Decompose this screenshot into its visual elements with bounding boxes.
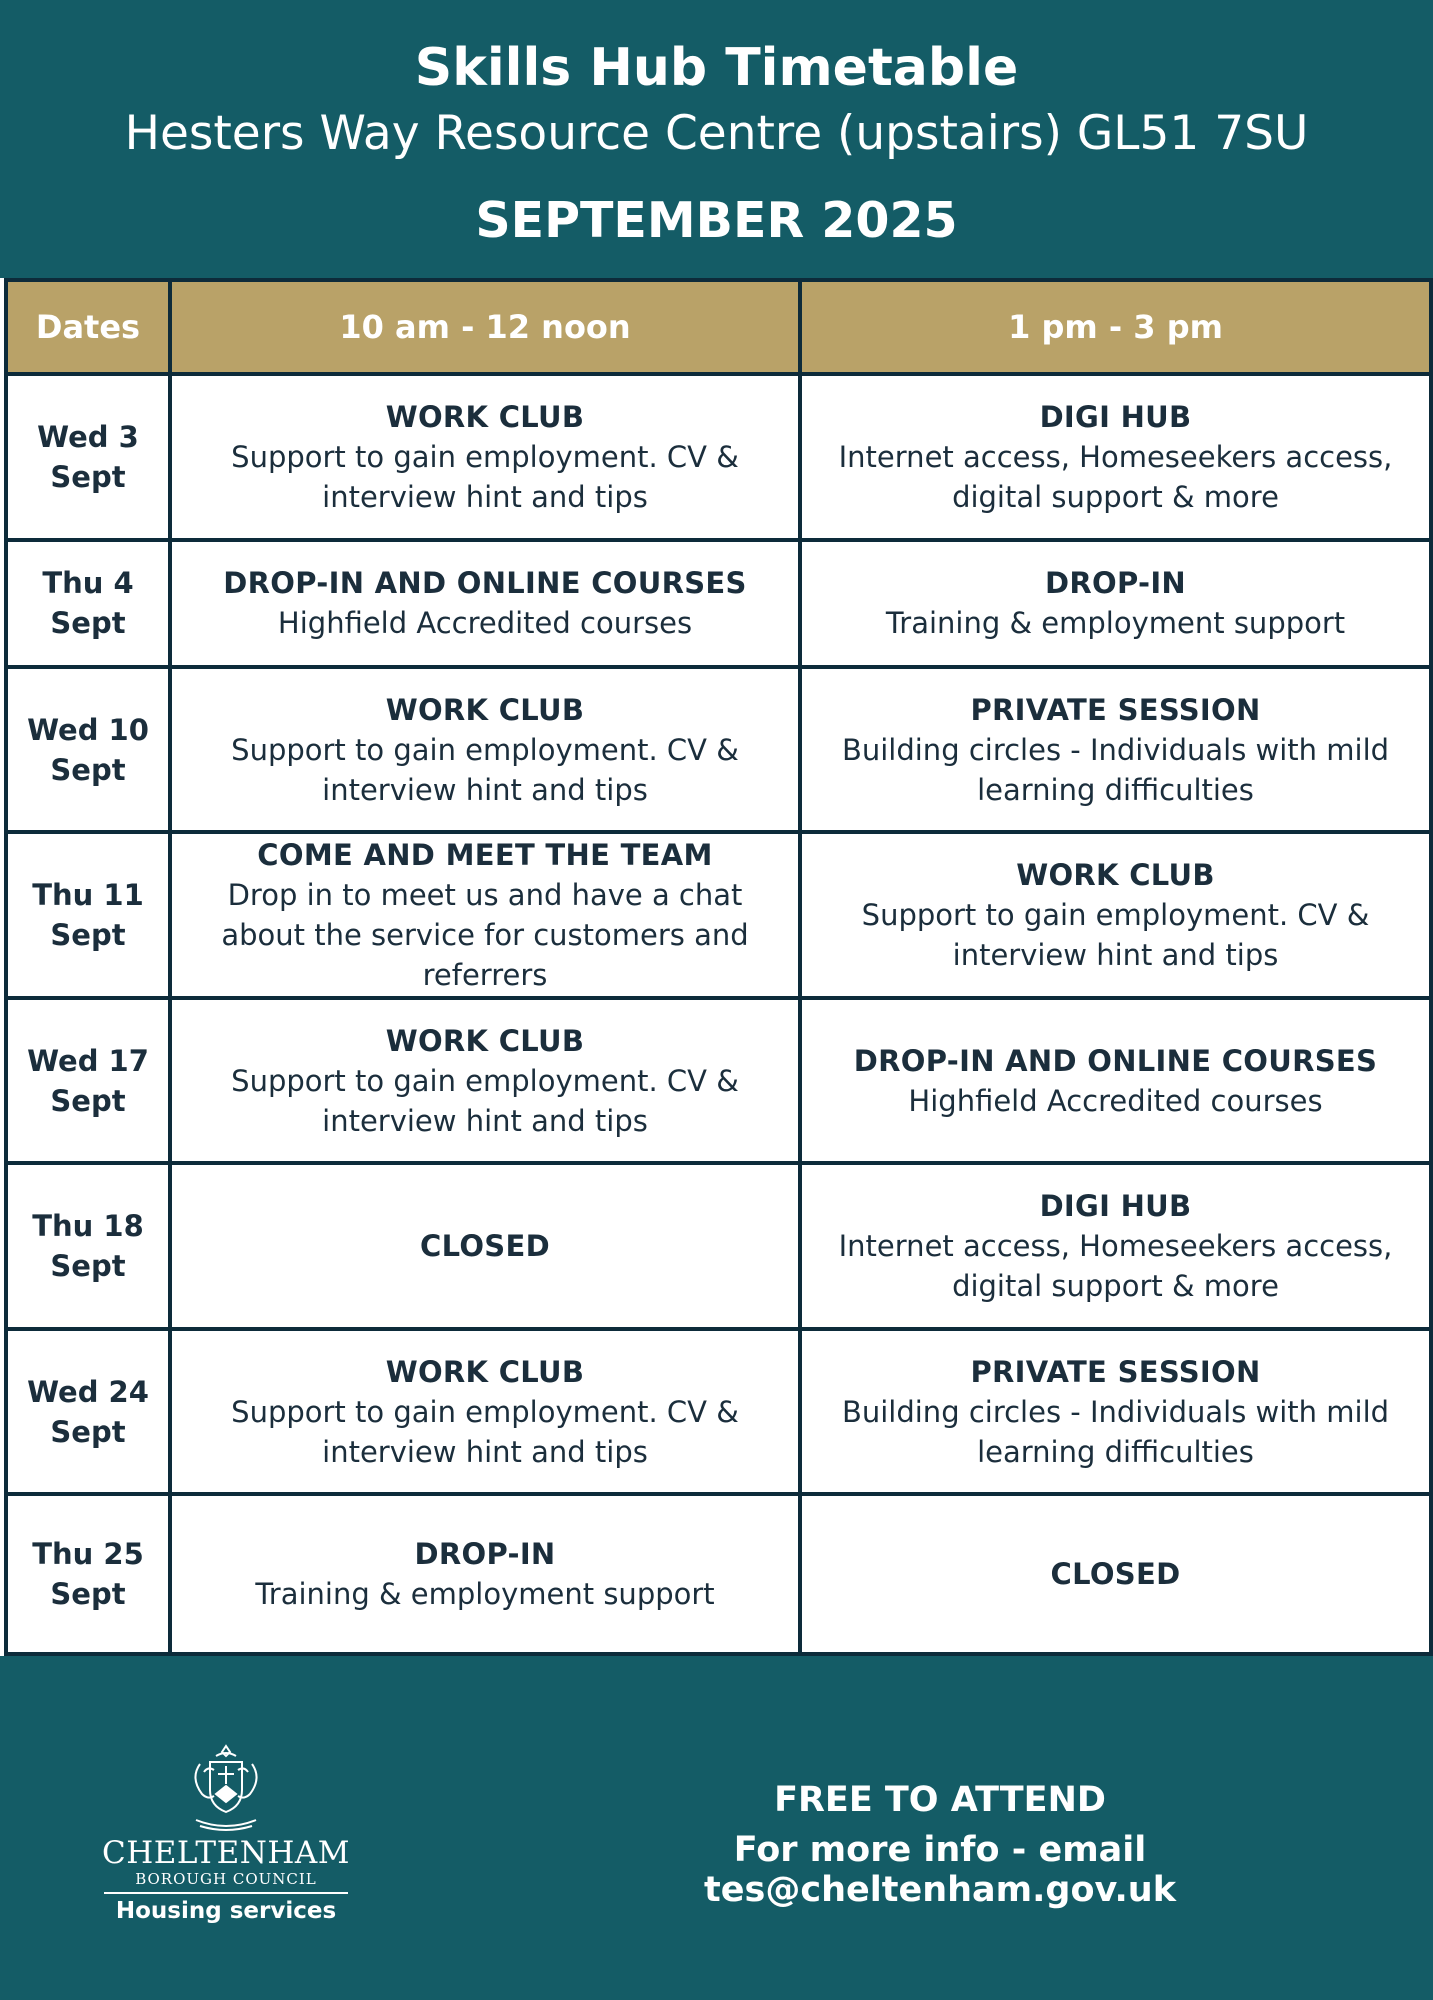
- date-month: Sept: [50, 606, 126, 641]
- table-row: [6, 832, 1431, 998]
- morning-session: [170, 667, 800, 833]
- table-row: [6, 998, 1431, 1164]
- date-month: Sept: [50, 1577, 126, 1612]
- date-cell: [6, 667, 170, 833]
- session-title: WORK CLUB: [1016, 858, 1215, 893]
- date-cell: [6, 998, 170, 1164]
- session-description: Highfield Accredited courses: [908, 1083, 1323, 1118]
- table-row: [6, 1494, 1431, 1654]
- morning-session: [170, 1163, 800, 1329]
- logo-department: Housing services: [115, 1898, 337, 1924]
- session-description: Internet access, Homeseekers access, digital support & more: [838, 439, 1393, 514]
- session-description: Support to gain employment. CV & interview hint and tips: [231, 732, 739, 807]
- header-banner: [0, 0, 1433, 278]
- session-title: CLOSED: [420, 1229, 550, 1264]
- council-logo: [98, 1742, 354, 1922]
- session-description: Training & employment support: [255, 1577, 715, 1612]
- date-day: Wed 10: [27, 712, 149, 747]
- table-row: [6, 1163, 1431, 1329]
- date-month: Sept: [50, 459, 126, 494]
- morning-session: [170, 832, 800, 998]
- free-to-attend: FREE TO ATTEND: [774, 1780, 1106, 1820]
- morning-session: [170, 1494, 800, 1654]
- session-title: DIGI HUB: [1039, 399, 1192, 434]
- date-day: Thu 18: [32, 1209, 144, 1244]
- month-heading: SEPTEMBER 2025: [475, 192, 958, 249]
- session-title: WORK CLUB: [385, 1023, 585, 1058]
- session-description: Building circles - Individuals with mild learning difficulties: [841, 1394, 1390, 1469]
- morning-session: [170, 1329, 800, 1495]
- session-description: Highfield Accredited courses: [277, 606, 693, 641]
- session-description: Training & employment support: [885, 606, 1346, 641]
- date-month: Sept: [50, 752, 126, 787]
- session-title: WORK CLUB: [385, 692, 585, 727]
- contact-info: For more info - email tes@cheltenham.gov.uk: [704, 1830, 1176, 1910]
- timetable: [4, 278, 1433, 1656]
- logo-council: BOROUGH COUNCIL: [104, 1870, 348, 1894]
- table-row: [6, 540, 1431, 667]
- session-description: Support to gain employment. CV & interview hint and tips: [231, 1063, 739, 1138]
- session-title: WORK CLUB: [385, 399, 585, 434]
- session-description: Internet access, Homeseekers access, digital support & more: [838, 1229, 1393, 1304]
- afternoon-session: [800, 1163, 1431, 1329]
- afternoon-session: [800, 1494, 1431, 1654]
- session-description: Drop in to meet us and have a chat about the service for customers and referrers: [221, 878, 749, 993]
- date-cell: [6, 540, 170, 667]
- date-month: Sept: [50, 918, 126, 953]
- afternoon-session: [800, 998, 1431, 1164]
- date-cell: [6, 832, 170, 998]
- session-description: Support to gain employment. CV & interview hint and tips: [861, 898, 1370, 973]
- session-title: DIGI HUB: [1039, 1189, 1192, 1224]
- afternoon-session: [800, 832, 1431, 998]
- table-row: [6, 667, 1431, 833]
- date-day: Wed 24: [27, 1374, 149, 1409]
- coat-of-arms-icon: [186, 1742, 266, 1834]
- header-dates: Dates: [6, 280, 170, 374]
- session-title: COME AND MEET THE TEAM: [257, 838, 713, 873]
- session-title: DROP-IN AND ONLINE COURSES: [853, 1043, 1378, 1078]
- session-title: PRIVATE SESSION: [970, 1354, 1261, 1389]
- morning-session: [170, 998, 800, 1164]
- date-month: Sept: [50, 1083, 126, 1118]
- session-title: CLOSED: [1050, 1557, 1181, 1592]
- footer-banner: [0, 1656, 1433, 2000]
- afternoon-session: [800, 667, 1431, 833]
- date-day: Thu 11: [32, 878, 144, 913]
- afternoon-session: [800, 540, 1431, 667]
- table-row: [6, 1329, 1431, 1495]
- afternoon-session: [800, 1329, 1431, 1495]
- date-cell: [6, 1163, 170, 1329]
- afternoon-session: [800, 374, 1431, 540]
- logo-name: CHELTENHAM: [101, 1835, 351, 1871]
- page-title: Skills Hub Timetable: [414, 38, 1019, 98]
- date-month: Sept: [50, 1249, 126, 1284]
- header-morning: 10 am - 12 noon: [170, 280, 800, 374]
- table-row: [6, 374, 1431, 540]
- session-title: DROP-IN AND ONLINE COURSES: [223, 566, 747, 601]
- session-title: PRIVATE SESSION: [970, 692, 1261, 727]
- table-header-row: [6, 280, 1431, 374]
- date-cell: [6, 1329, 170, 1495]
- venue-address: Hesters Way Resource Centre (upstairs) GL51 7SU: [124, 106, 1309, 161]
- date-day: Wed 3: [37, 419, 139, 454]
- session-description: Support to gain employment. CV & interview hint and tips: [231, 439, 739, 514]
- session-description: Support to gain employment. CV & interview hint and tips: [231, 1394, 739, 1469]
- date-cell: [6, 374, 170, 540]
- date-day: Thu 25: [32, 1537, 144, 1572]
- session-description: Building circles - Individuals with mild learning difficulties: [841, 732, 1390, 807]
- morning-session: [170, 374, 800, 540]
- date-cell: [6, 1494, 170, 1654]
- session-title: DROP-IN: [1045, 566, 1186, 601]
- date-day: Wed 17: [27, 1043, 149, 1078]
- date-day: Thu 4: [42, 566, 134, 601]
- header-afternoon: 1 pm - 3 pm: [800, 280, 1431, 374]
- date-month: Sept: [50, 1414, 126, 1449]
- session-title: WORK CLUB: [385, 1354, 585, 1389]
- morning-session: [170, 540, 800, 667]
- session-title: DROP-IN: [414, 1537, 556, 1572]
